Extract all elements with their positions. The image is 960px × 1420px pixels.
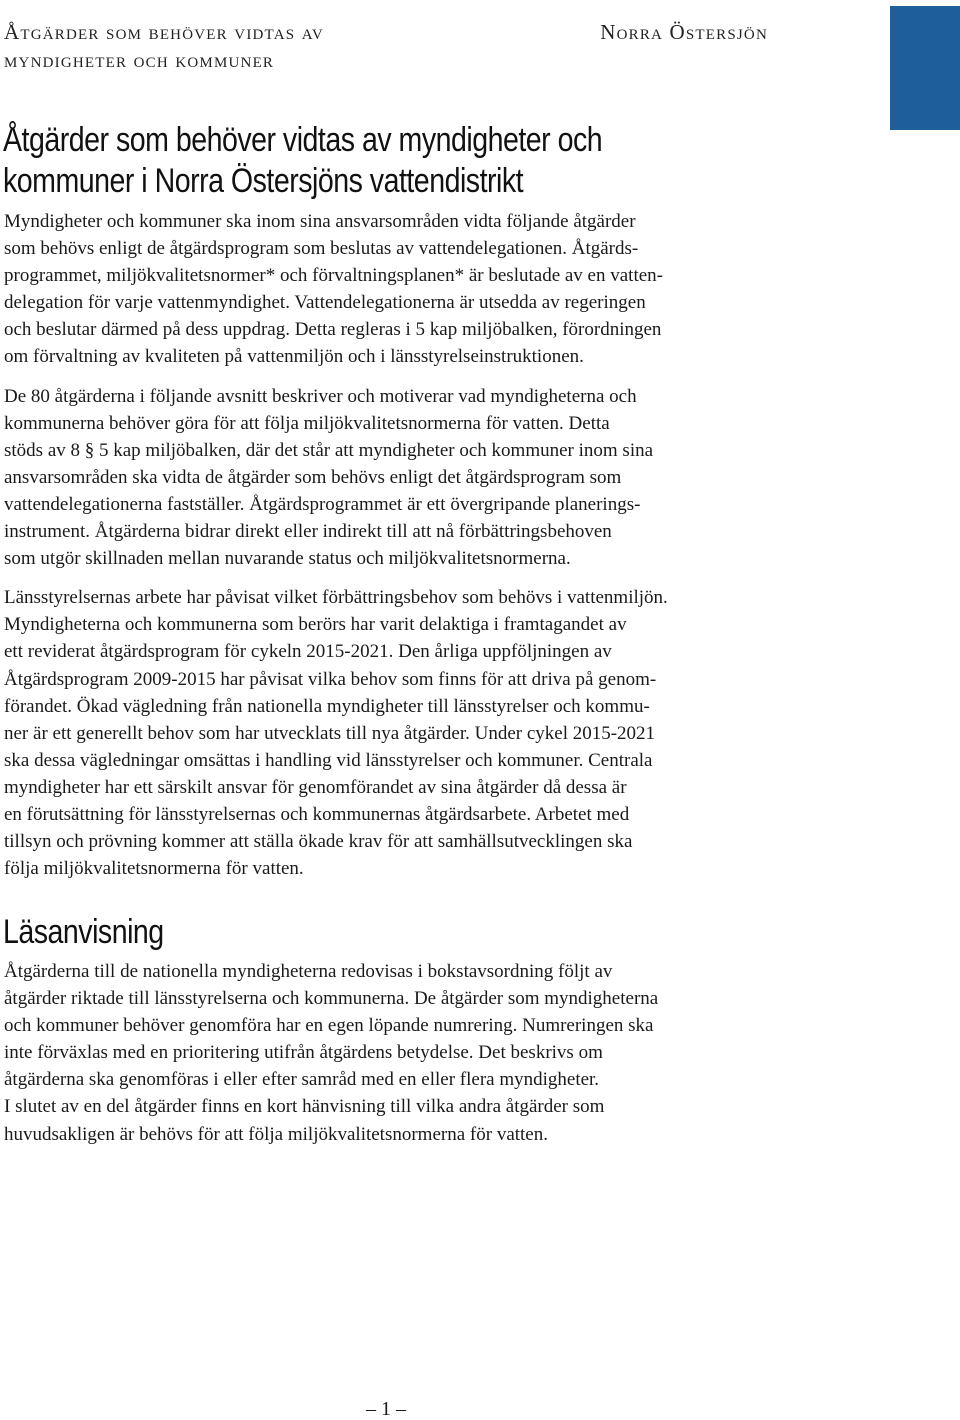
text-line: Myndigheter och kommuner ska inom sina ansvarsområden vidta följande åtgärder [4, 211, 636, 232]
page-title [3, 120, 675, 202]
text-line: De 80 åtgärderna i följande avsnitt beskriver och motiverar vad myndigheterna och [4, 385, 637, 407]
text-line: Länsstyrelsernas arbete har påvisat vilket förbättringsbehov som behövs i vattenmiljön. [4, 587, 668, 609]
text-line: Åtgärdsprogram 2009-2015 har påvisat vilka behov som finns för att driva på genom- [4, 668, 657, 690]
text-line: ansvarsområden ska vidta de åtgärder som behövs enligt det åtgärdsprogram som [4, 466, 622, 488]
text-line: I slutet av en del åtgärder finns en kort hänvisning till vilka andra åtgärder som [4, 1096, 605, 1118]
text-line: delegation för varje vattenmyndighet. Vattendelegationerna är utsedda av regeringen [4, 292, 646, 314]
text-line: kommunerna behöver göra för att följa miljökvalitetsnormerna för vatten. Detta [4, 412, 610, 434]
paragraph-2 [4, 383, 774, 573]
text-line: stöds av 8 § 5 kap miljöbalken, där det står att myndigheter och kommuner inom sina [4, 439, 654, 461]
paragraph-3 [4, 584, 774, 882]
text-line: programmet, miljökvalitetsnormer* och förvaltningsplanen* är beslutade av en vatten- [4, 265, 663, 287]
text-line: myndigheter har ett särskilt ansvar för genomförandet av sina åtgärder då dessa är [4, 776, 627, 798]
text-line: åtgärderna ska genomföras i eller efter samråd med en eller flera myndigheter. [4, 1069, 600, 1091]
paragraph-1 [4, 208, 774, 371]
text-line: ska dessa vägledningar omsättas i handling vid länsstyrelser och kommuner. Centrala [4, 749, 653, 771]
running-head-left-line2: myndigheter och kommuner [4, 48, 275, 72]
text-line: huvudsakligen är behövs för att följa miljökvalitetsnormerna för vatten. [4, 1123, 548, 1145]
section-heading-lasanvisning: Läsanvisning [3, 913, 164, 951]
text-line: som utgör skillnaden mellan nuvarande status och miljökvalitetsnormerna. [4, 548, 571, 570]
page-number: – 1 – [366, 1398, 406, 1420]
text-line: följa miljökvalitetsnormerna för vatten. [4, 858, 304, 880]
text-line: Myndigheterna och kommunerna som berörs har varit delaktiga i framtagandet av [4, 614, 627, 636]
text-line: och beslutar därmed på dess uppdrag. Detta regleras i 5 kap miljöbalken, förordningen [4, 319, 662, 341]
text-line: åtgärder riktade till länsstyrelserna och kommunerna. De åtgärder som myndigheterna [4, 988, 659, 1010]
text-line: och kommuner behöver genomföra har en egen löpande numrering. Numreringen ska [4, 1015, 654, 1037]
running-head-left [4, 18, 424, 74]
page-title-line1: Åtgärder som behöver vidtas av myndigheter och [3, 121, 603, 159]
page-title-line2: kommuner i Norra Östersjöns vattendistrikt [3, 162, 524, 200]
text-line: vattendelegationerna fastställer. Åtgärdsprogrammet är ett övergripande planerings- [4, 493, 641, 515]
running-head-right: Norra Östersjön [600, 20, 768, 44]
text-line: tillsyn och prövning kommer att ställa ökade krav för att samhällsutvecklingen ska [4, 831, 633, 853]
text-line: om förvaltning av kvaliteten på vattenmiljön och i länsstyrelseinstruktionen. [4, 346, 584, 368]
running-head-left-line1: Åtgärder som behöver vidtas av [4, 20, 324, 44]
text-line: ner är ett generellt behov som har utvecklats till nya åtgärder. Under cykel 2015-2021 [4, 722, 656, 744]
section-lasanvisning [4, 958, 774, 1160]
text-line: förandet. Ökad vägledning från nationella myndigheter till länsstyrelser och kommu- [4, 695, 650, 717]
corner-color-block [890, 6, 960, 130]
text-line: Åtgärderna till de nationella myndigheterna redovisas i bokstavsordning följt av [4, 961, 613, 982]
text-line: inte förväxlas med en prioritering utifrån åtgärdens betydelse. Det beskrivs om [4, 1042, 603, 1064]
text-line: som behövs enligt de åtgärdsprogram som beslutas av vattendelegationen. Åtgärds- [4, 238, 639, 260]
text-line: ett reviderat åtgärdsprogram för cykeln 2015-2021. Den årliga uppföljningen av [4, 641, 612, 663]
paragraph-4 [4, 958, 774, 1148]
text-line: instrument. Åtgärderna bidrar direkt eller indirekt till att nå förbättringsbehoven [4, 521, 612, 543]
text-line: en förutsättning för länsstyrelsernas och kommunernas åtgärdsarbete. Arbetet med [4, 803, 630, 825]
section-intro [4, 208, 774, 894]
